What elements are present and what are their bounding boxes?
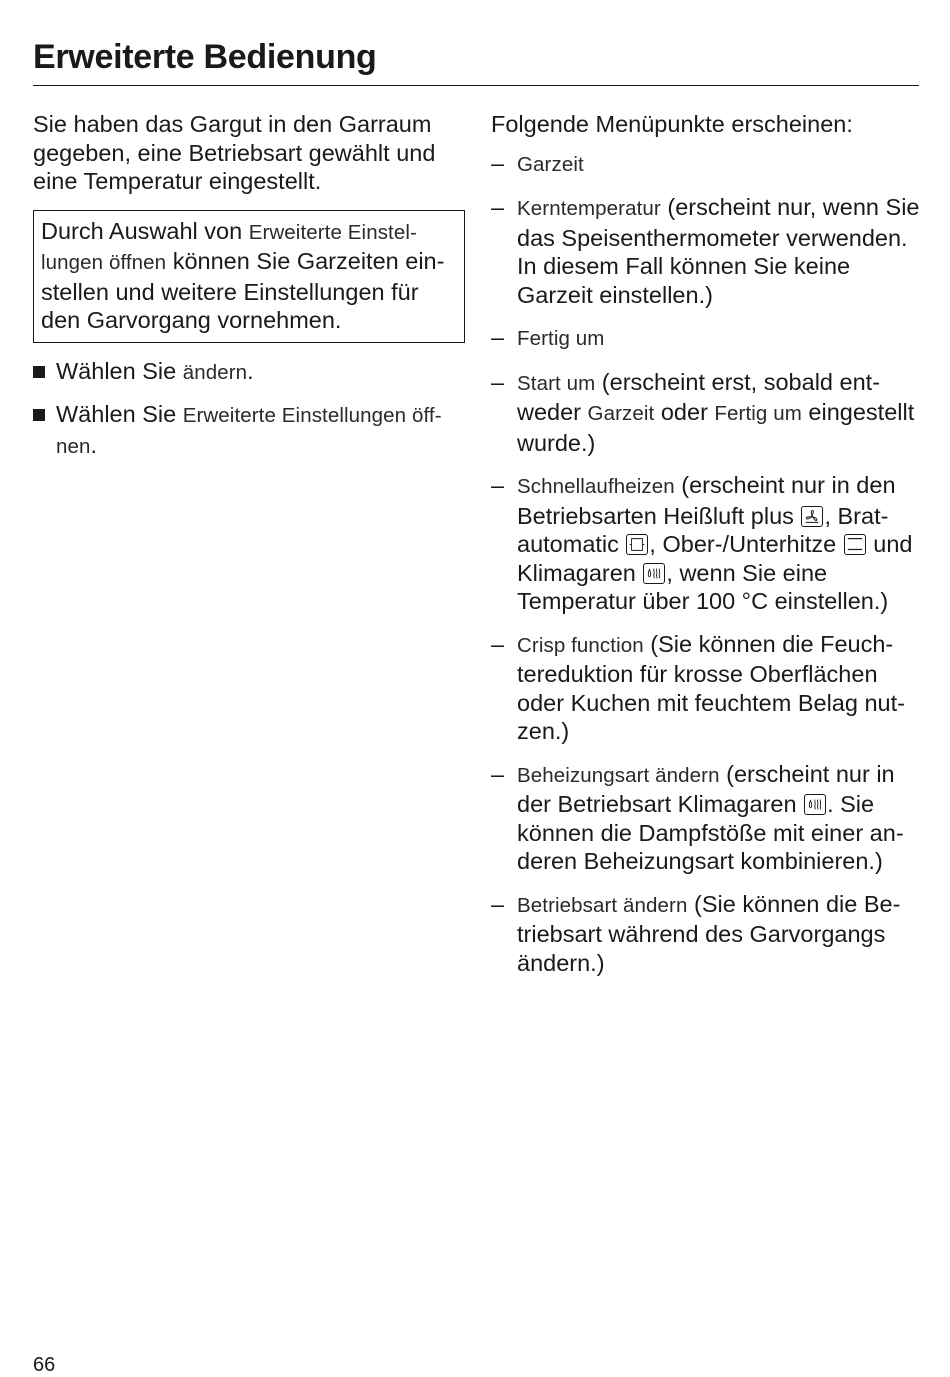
menu-desc: (erscheint nur in den Betriebsarten Heißluft plus	[517, 472, 896, 529]
menu-term-inline: Fertig um	[714, 402, 802, 425]
menu-term: Beheizungsart ändern	[517, 763, 720, 787]
roast-icon	[626, 534, 648, 555]
square-bullet-icon	[33, 366, 45, 378]
fan-icon	[801, 506, 823, 527]
step-text: Wählen Sie	[56, 401, 183, 427]
menu-term-inline: Garzeit	[587, 402, 655, 425]
menu-item-kerntemperatur	[491, 193, 921, 309]
page-title: Erweiterte Bedienung	[33, 38, 377, 76]
steam-icon	[804, 794, 826, 815]
dash-bullet: –	[491, 368, 505, 395]
step-term: ändern	[182, 360, 248, 384]
step-end: .	[247, 357, 254, 384]
menu-desc: , wenn Sie eine Temperatur über 100 °C einstellen.)	[517, 559, 889, 614]
square-bullet-icon	[33, 409, 45, 421]
menu-item-garzeit	[491, 149, 921, 180]
menu-desc: (erscheint erst, sobald entweder	[517, 368, 881, 425]
page-number: 66	[33, 1354, 56, 1376]
step-text: Wählen Sie	[56, 357, 183, 384]
dash-bullet: –	[491, 472, 505, 498]
menu-desc: oder	[654, 399, 715, 425]
menu-desc: (Sie können die Betriebsart während des Garvorgangs ändern.)	[517, 890, 901, 976]
instruction-steps	[33, 357, 465, 462]
menu-item-fertig-um	[491, 323, 921, 354]
menu-desc: . Sie können die Dampfstöße mit einer anderen Beheizungsart kombinieren.)	[517, 791, 904, 874]
menu-desc: (erscheint nur in der Betriebsart Klimagaren	[517, 760, 895, 817]
dash-bullet: –	[491, 194, 505, 220]
step-term: Erweiterte Einstellungen öffnen	[56, 404, 442, 458]
right-column	[491, 110, 921, 991]
intro-text: Sie haben das Gargut in den Garraum gegeben, eine Betriebsart gewählt und eine Temperatur eingestellt.	[33, 111, 436, 194]
note-text-after: können Sie Garzeiten einstellen und weitere Einstellungen für den Garvorgang vornehmen.	[41, 248, 445, 333]
menu-item-beheizungsart	[491, 760, 921, 876]
menu-term: Garzeit	[517, 152, 584, 176]
dash-bullet: –	[491, 630, 505, 657]
note-box	[33, 210, 465, 343]
menu-desc: eingestellt wurde.)	[517, 399, 915, 456]
menu-term: Schnellaufheizen	[517, 475, 675, 498]
top-bottom-heat-icon	[844, 534, 866, 555]
menu-term: Crisp function	[517, 633, 644, 657]
menu-item-schnellaufheizen	[491, 471, 921, 616]
menu-term: Fertig um	[517, 327, 605, 350]
dash-bullet: –	[491, 149, 505, 176]
note-term: Erweiterte Einstellungen öffnen	[41, 220, 417, 274]
menu-term: Kerntemperatur	[517, 197, 661, 220]
dash-bullet: –	[491, 760, 505, 787]
dash-bullet: –	[491, 324, 505, 350]
menu-term: Betriebsart ändern	[517, 893, 688, 917]
step-item	[33, 357, 465, 388]
menu-heading: Folgende Menüpunkte erscheinen:	[491, 111, 853, 137]
menu-item-crisp-function	[491, 630, 921, 746]
menu-desc: , Ober-/Unterhitze	[649, 531, 843, 557]
step-end: .	[90, 431, 98, 458]
menu-desc: und Klimagaren	[517, 531, 913, 586]
step-item	[33, 400, 465, 461]
title-divider	[33, 85, 919, 86]
menu-desc: , Bratautomatic	[517, 502, 889, 557]
menu-desc: (erscheint nur, wenn Sie das Speisenthermometer verwenden. In diesem Fall können Sie keine Garzeit einstellen.)	[517, 194, 920, 308]
menu-list	[491, 149, 921, 978]
dash-bullet: –	[491, 890, 505, 917]
left-column	[33, 110, 465, 474]
steam-icon	[643, 563, 665, 584]
menu-desc: (Sie können die Feuchtereduktion für krosse Oberflächen oder Kuchen mit feuchtem Belag nutzen.)	[517, 630, 905, 744]
menu-item-betriebsart	[491, 890, 921, 978]
note-text-before: Durch Auswahl von	[41, 217, 249, 244]
menu-item-start-um	[491, 368, 921, 458]
menu-term: Start um	[517, 371, 596, 395]
